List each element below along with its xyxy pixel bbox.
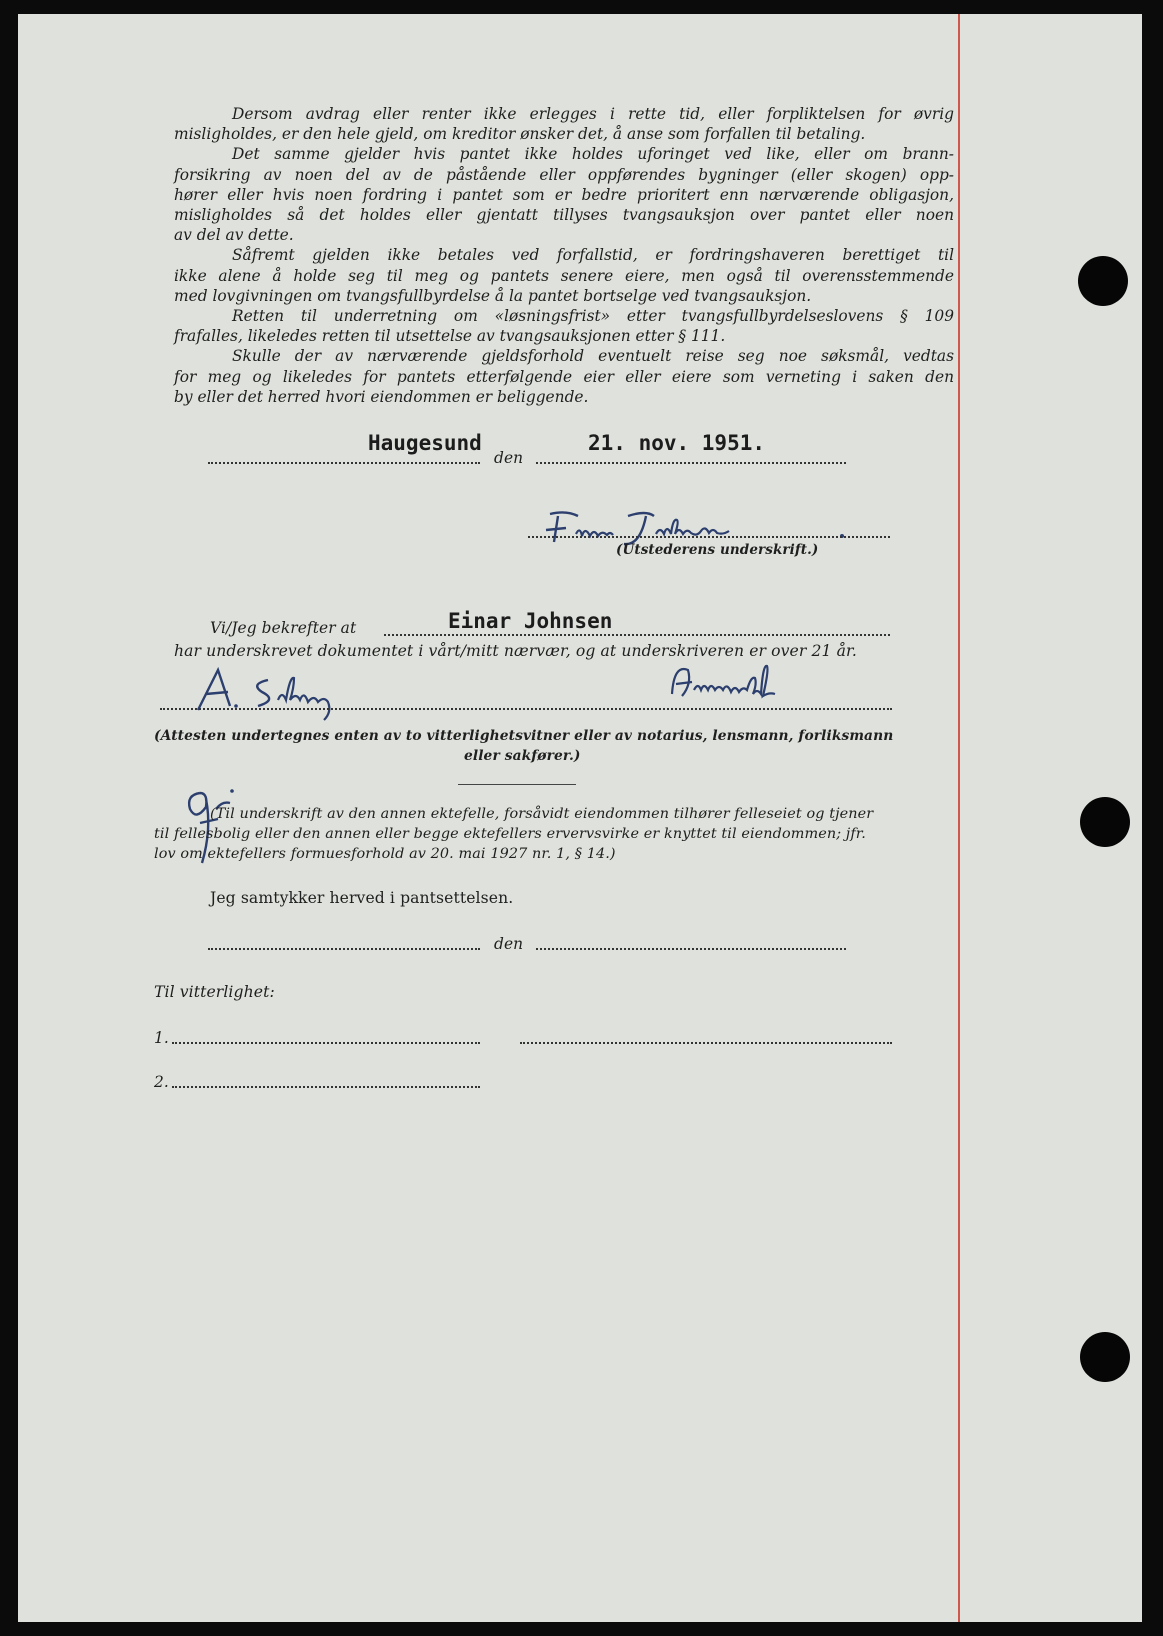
paragraph-line: hører eller hvis noen fordring i pantet som er bedre prioritert enn nærværende obligasjon, [174,185,954,204]
paragraph-line: ikke alene å holde seg til meg og pantets senere eiere, men også til overensstemmende [174,266,954,285]
confirm-name: Einar Johnsen [448,609,613,633]
spouse-note-line1: (Til underskrift av den annen ektefelle, forsåvidt eiendommen tilhører felleseiet og tjener [210,806,874,822]
place-value: Haugesund [368,431,482,455]
date-dotted-line [536,462,846,464]
date-value: 21. nov. 1951. [588,431,766,455]
signature-image [178,662,438,722]
witness1-line-b [520,1042,892,1044]
witness-title: Til vitterlighet: [154,983,275,1001]
punch-hole [1080,797,1130,847]
document-page [18,14,1142,1622]
signature-image [658,654,858,714]
witness2-signature [658,654,858,714]
punch-hole [1078,256,1128,306]
paragraph-line: med lovgivningen om tvangsfullbyrdelse å la pantet bortselge ved tvangsauksjon. [174,286,812,305]
den-label-2: den [494,935,524,953]
paragraph-line: forsikring av noen del av de påstående eller oppførendes bygninger (eller skogen) opp- [174,165,954,184]
separator-line [458,784,576,785]
issuer-caption: (Utstederens underskrift.) [616,542,819,558]
paragraph-line: Såfremt gjelden ikke betales ved forfallstid, er fordringshaveren berettiget til [232,246,954,265]
den-label: den [494,449,524,467]
witness1-signature [178,662,438,722]
issuer-signature-line [528,536,890,538]
witness2-line [172,1086,480,1088]
terms-paragraphs [174,104,954,407]
attest-note-line1: (Attesten undertegnes enten av to vitterlighetsvitner eller av notarius, lensmann, forliksmann [154,728,894,744]
paragraph-line: frafalles, likeledes retten til utsettelse av tvangsauksjonen etter § 111. [174,327,726,346]
confirm-line2: har underskrevet dokumentet i vårt/mitt nærvær, og at underskriveren er over 21 år. [174,642,857,660]
confirm-prefix: Vi/Jeg bekrefter at [210,619,357,637]
paragraph-line: misligholdes, er den hele gjeld, om kreditor ønsker det, å anse som forfallen til betaling. [174,125,866,144]
paragraph-line: misligholdes så det holdes eller gjentatt tillyses tvangsauksjon over pantet eller noen [174,206,954,225]
paragraph-line: av del av dette. [174,226,294,245]
punch-hole [1080,1332,1130,1382]
witness-signature-line [160,708,892,710]
attest-note-line2: eller sakfører.) [464,748,581,764]
consent-text: Jeg samtykker herved i pantsettelsen. [210,889,514,907]
paragraph-line: Retten til underretning om «løsningsfrist» etter tvangsfullbyrdelseslovens § 109 [232,307,954,326]
confirm-name-line [384,634,890,636]
paragraph-line: Dersom avdrag eller renter ikke erlegges i rette tid, eller forpliktelsen for øvrig [232,105,954,123]
place-dotted-line [208,462,480,464]
witness-item-1: 1. [154,1029,169,1047]
red-margin-line [958,14,960,1622]
spouse-date-line [536,948,846,950]
paragraph-line: for meg og likeledes for pantets etterfølgende eier eller eiere som verneting i saken den [174,367,954,386]
spouse-note-line2: til fellesbolig eller den annen eller begge ektefellers ervervsvirke er knyttet til eiendommen; jfr. [154,826,866,842]
witness-item-2: 2. [154,1073,169,1091]
paragraph-line: Det samme gjelder hvis pantet ikke holdes uforinget ved like, eller om brann- [232,145,954,164]
paragraph-line: Skulle der av nærværende gjeldsforhold eventuelt reise seg noe søksmål, vedtas [232,347,954,366]
spouse-note-line3: lov om ektefellers formuesforhold av 20. mai 1927 nr. 1, § 14.) [154,846,616,862]
paragraph-line: by eller det herred hvori eiendommen er beliggende. [174,387,589,406]
spouse-place-line [208,948,480,950]
witness1-line-a [172,1042,480,1044]
